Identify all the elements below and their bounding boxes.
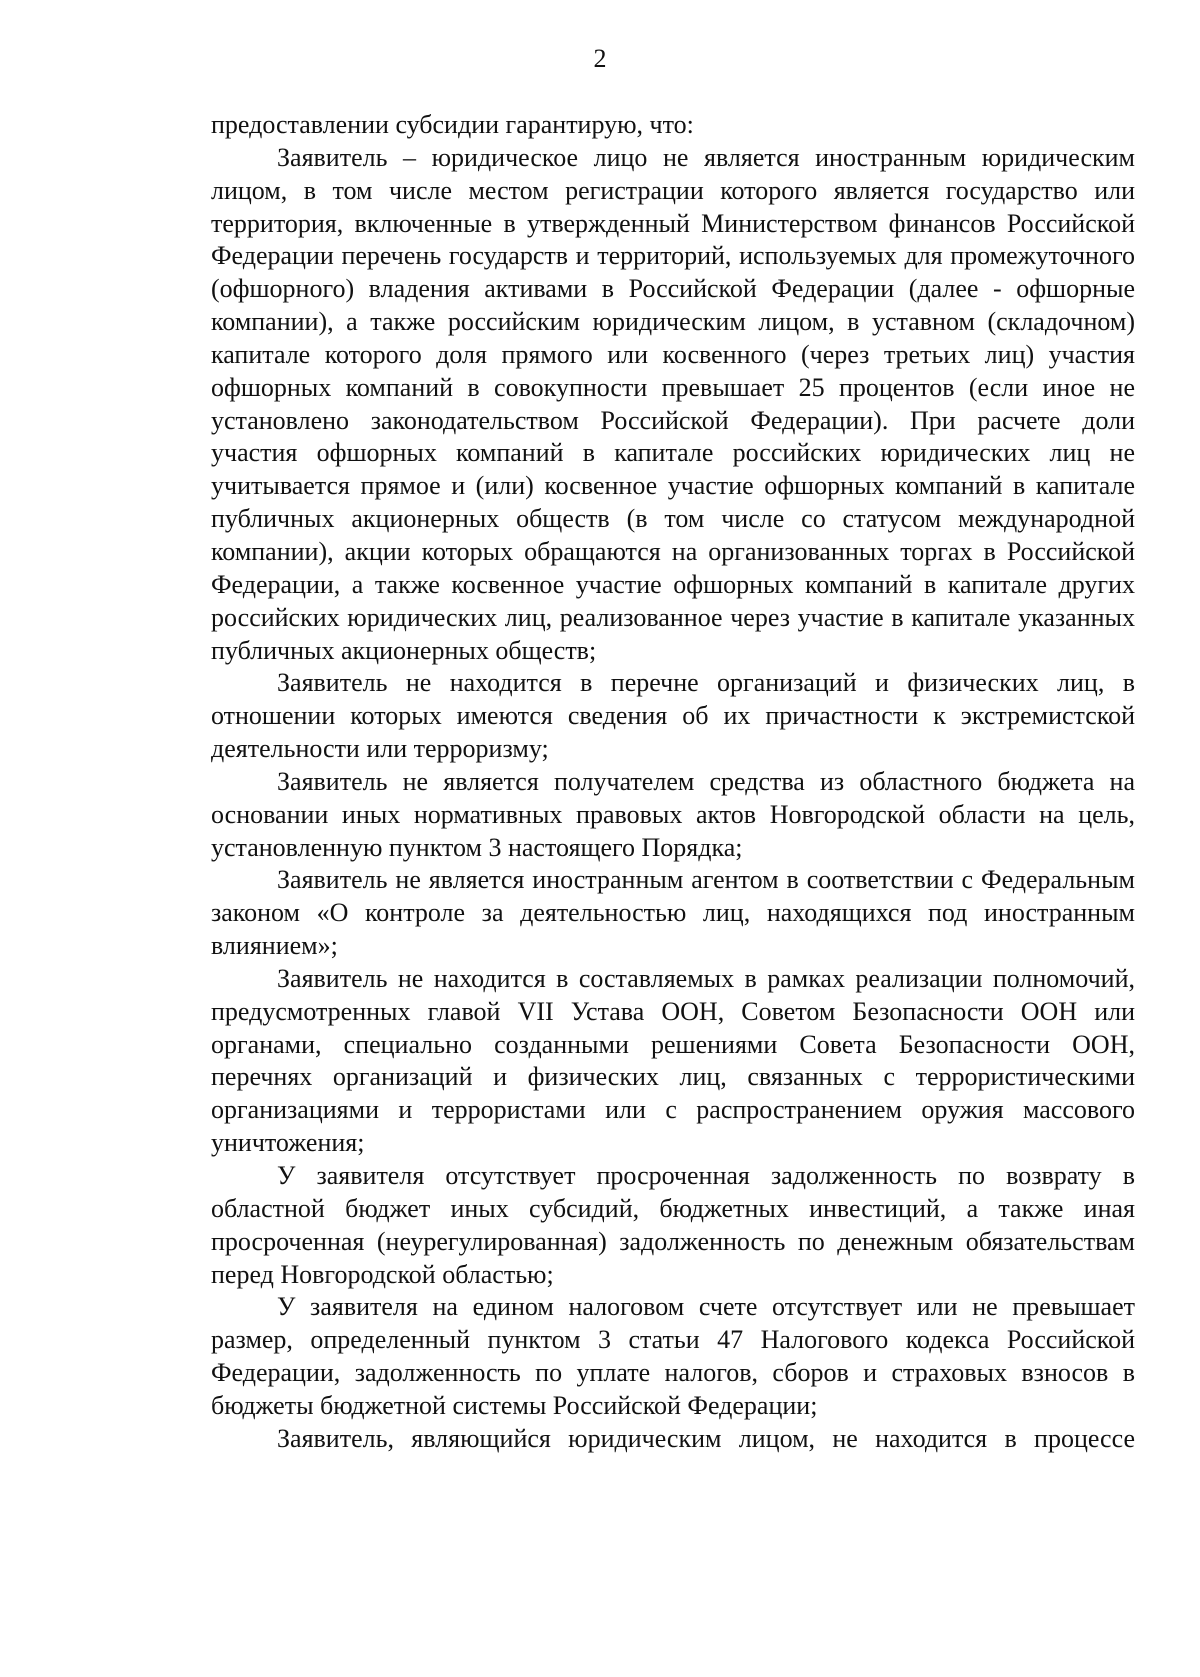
paragraph-un-security-council: Заявитель не находится в составляемых в рамках реализации полномочий, предусмотренных главой VII Устава ООН, Советом Безопасности ООН или органами, специально созданными решениями Совета Безопасности ООН, перечнях организаций и физических лиц, связанных с террористическими организациями и террористами или с распространением оружия массового уничтожения; xyxy=(211,963,1135,1158)
paragraph-foreign-agent: Заявитель не является иностранным агентом в соответствии с Федеральным законом «О контроле за деятельностью лиц, находящихся под иностранным влиянием»; xyxy=(211,865,1135,961)
paragraph-regional-budget: Заявитель не является получателем средства из областного бюджета на основании иных нормативных правовых актов Новгородской области на цель, установленную пунктом 3 настоящего Порядка; xyxy=(211,766,1135,862)
paragraph-legal-entity-process: Заявитель, являющийся юридическим лицом, не находится в процессе xyxy=(277,1423,1135,1453)
paragraph-tax-account: У заявителя на едином налоговом счете отсутствует или не превышает размер, определенный пунктом 3 статьи 47 Налогового кодекса Российской Федерации, задолженность по уплате налогов, сборов и страховых взносов в бюджеты бюджетной системы Российской Федерации; xyxy=(211,1292,1135,1420)
paragraph-extremism-list: Заявитель не находится в перечне организаций и физических лиц, в отношении которых имеются сведения об их причастности к экстремистской деятельности или терроризму; xyxy=(211,668,1135,764)
paragraph-continuation: предоставлении субсидии гарантирую, что: xyxy=(211,110,694,139)
paragraph-overdue-debt: У заявителя отсутствует просроченная задолженность по возврату в областной бюджет иных субсидий, бюджетных инвестиций, а также иная просроченная (неурегулированная) задолженность по денежным обязательствам перед Новгородской областью; xyxy=(211,1161,1135,1289)
page-number: 2 xyxy=(593,44,607,73)
document-body xyxy=(211,109,1135,1456)
paragraph-offshore-companies: Заявитель – юридическое лицо не является иностранным юридическим лицом, в том числе местом регистрации которого является государство или территория, включенные в утвержденный Министерством финансов Российской Федерации перечень государств и территорий, используемых для промежуточного (офшорного) владения активами в Российской Федерации (далее - офшорные компании), а также российским юридическим лицом, в уставном (складочном) капитале которого доля прямого или косвенного (через третьих лиц) участия офшорных компаний в совокупности превышает 25 процентов (если иное не установлено законодательством Российской Федерации). При расчете доли участия офшорных компаний в капитале российских юридических лиц не учитывается прямое и (или) косвенное участие офшорных компаний в капитале публичных акционерных обществ (в том числе со статусом международной компании), акции которых обращаются на организованных торгах в Российской Федерации, а также косвенное участие офшорных компаний в капитале других российских юридических лиц, реализованное через участие в капитале указанных публичных акционерных обществ; xyxy=(211,142,1135,665)
